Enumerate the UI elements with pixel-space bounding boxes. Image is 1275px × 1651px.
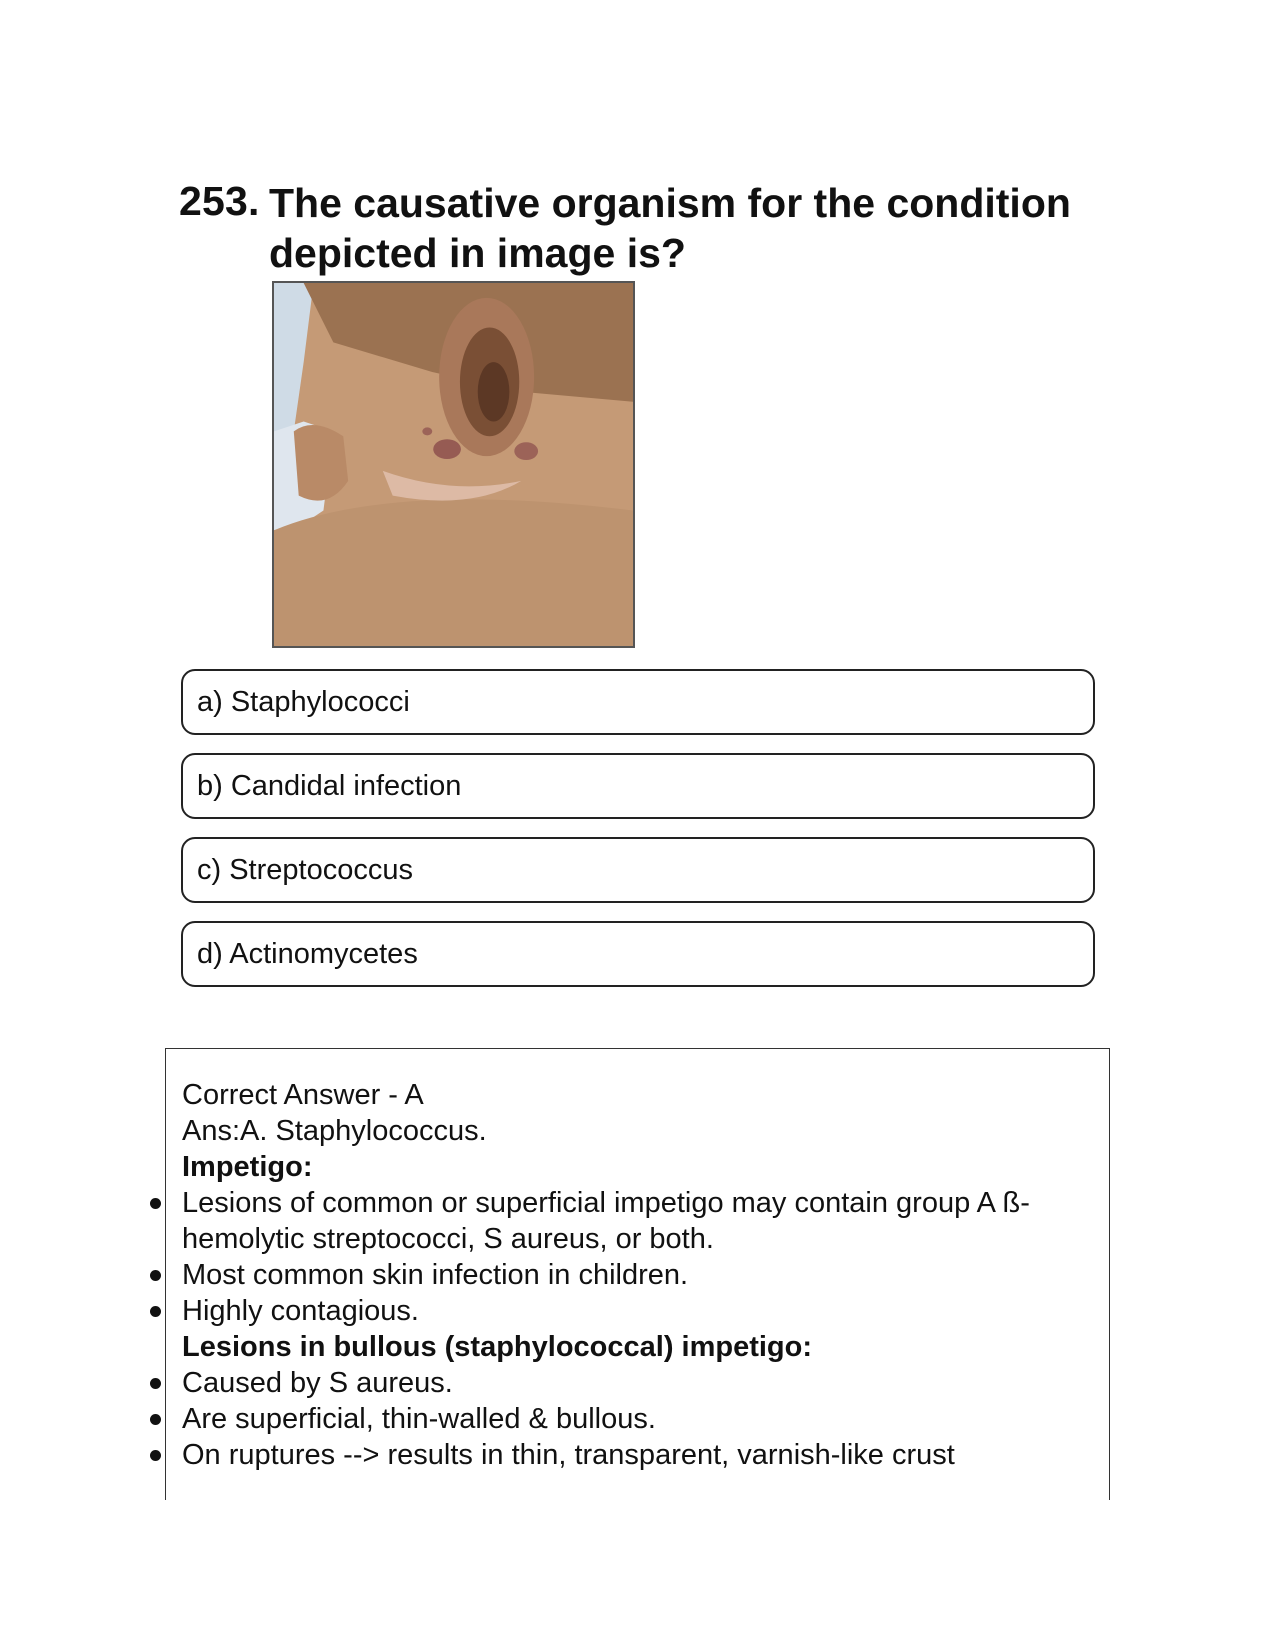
correct-answer: Correct Answer - A: [182, 1079, 424, 1111]
answer-summary: Ans:A. Staphylococcus.: [182, 1115, 487, 1147]
bullet-text-1a: Lesions of common or superficial impetigo may contain group A ß-: [182, 1187, 1030, 1219]
clinical-photo-graphic: [274, 283, 633, 646]
option-a[interactable]: a) Staphylococci: [181, 669, 1095, 735]
option-c[interactable]: c) Streptococcus: [181, 837, 1095, 903]
bullet-text-1b: hemolytic streptococci, S aureus, or both.: [182, 1223, 714, 1255]
bullet-icon: [150, 1414, 161, 1425]
heading-impetigo: Impetigo:: [182, 1151, 313, 1183]
clinical-photo: [272, 281, 635, 648]
bullet-text-2: Most common skin infection in children.: [182, 1259, 689, 1291]
bullet-text-5: Are superficial, thin-walled & bullous.: [182, 1403, 656, 1435]
option-d[interactable]: d) Actinomycetes: [181, 921, 1095, 987]
heading-bullous-impetigo: Lesions in bullous (staphylococcal) impetigo:: [182, 1331, 813, 1363]
bullet-icon: [150, 1378, 161, 1389]
option-b[interactable]: b) Candidal infection: [181, 753, 1095, 819]
bullet-text-3: Highly contagious.: [182, 1295, 419, 1327]
bullet-icon: [150, 1306, 161, 1317]
bullet-icon: [150, 1198, 161, 1209]
bullet-icon: [150, 1450, 161, 1461]
bullet-text-4: Caused by S aureus.: [182, 1367, 453, 1399]
question-number: 253.: [179, 178, 260, 224]
question-text: The causative organism for the condition depicted in image is?: [269, 180, 1071, 276]
bullet-text-6: On ruptures --> results in thin, transparent, varnish-like crust: [182, 1439, 955, 1471]
bullet-icon: [150, 1270, 161, 1281]
